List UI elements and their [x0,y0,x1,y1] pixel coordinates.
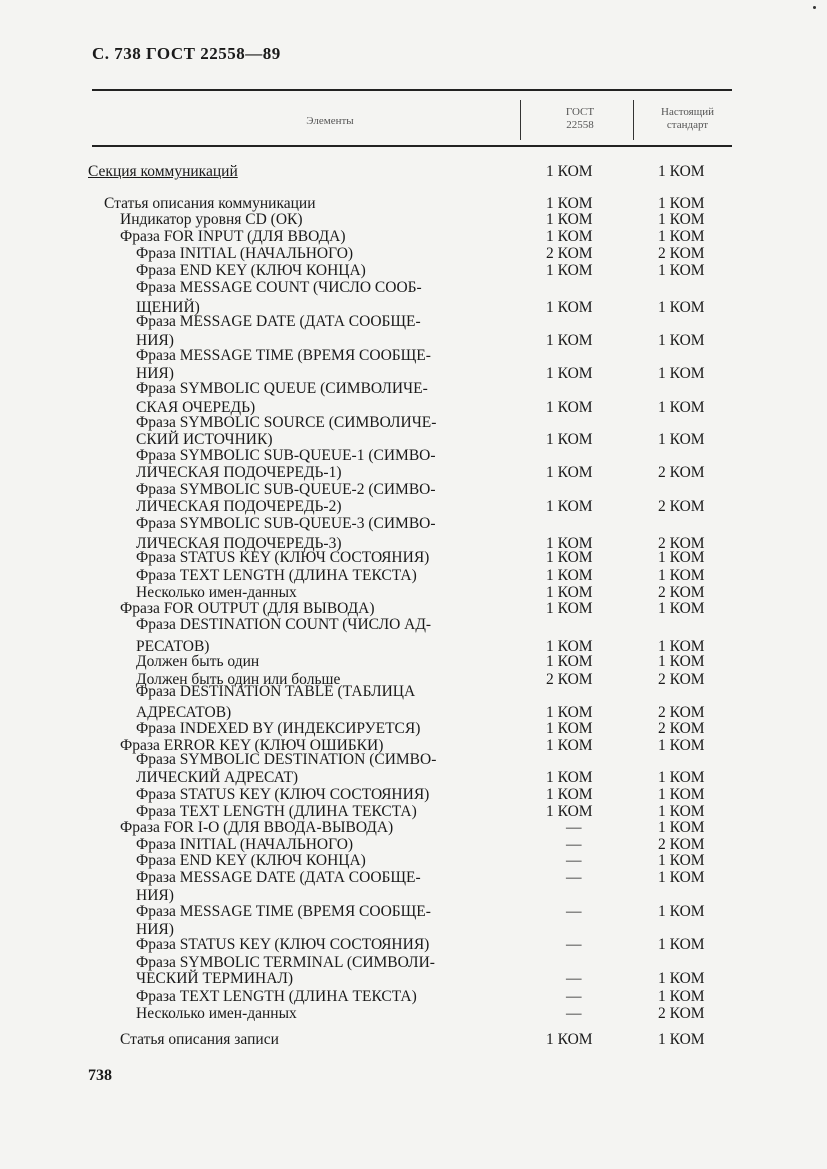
standard-value: 1 КОМ [658,299,705,316]
gost-value: 1 КОМ [546,737,593,754]
column-header-standard-line1: Настоящий [661,106,714,118]
standard-value: 1 КОМ [658,737,705,754]
gost-value: 1 КОМ [546,600,593,617]
standard-value: 1 КОМ [658,431,705,448]
row-label: СКИЙ ИСТОЧНИК) [136,431,273,448]
row-label: Должен быть один [136,653,260,670]
speck [813,6,816,9]
standard-value: 1 КОМ [658,332,705,349]
gost-value: — [566,852,582,869]
gost-value: 1 КОМ [546,549,593,566]
row-label: Фраза SYMBOLIC DESTINATION (СИМВО- [136,751,437,768]
row-label: Фраза TEXT LENGTH (ДЛИНА ТЕКСТА) [136,567,417,584]
row-label: Фраза FOR OUTPUT (ДЛЯ ВЫВОДА) [120,600,375,617]
standard-value: 2 КОМ [658,498,705,515]
row-label: НИЯ) [136,365,174,382]
gost-value: — [566,819,582,836]
standard-value: 1 КОМ [658,399,705,416]
row-label: Фраза MESSAGE COUNT (ЧИСЛО СООБ- [136,279,422,296]
gost-value: 1 КОМ [546,638,593,655]
standard-value: 1 КОМ [658,262,705,279]
row-label: СКАЯ ОЧЕРЕДЬ) [136,399,256,416]
gost-value: 1 КОМ [546,332,593,349]
page-header: С. 738 ГОСТ 22558—89 [92,44,281,63]
column-header-standard-line2: стандарт [666,119,709,131]
row-label: ЛИЧЕСКАЯ ПОДОЧЕРЕДЬ-3) [136,535,342,552]
gost-value: 1 КОМ [546,769,593,786]
gost-value: 2 КОМ [546,671,593,688]
row-label: НИЯ) [136,332,174,349]
gost-value: 1 КОМ [546,431,593,448]
gost-value: — [566,936,582,953]
gost-value: — [566,988,582,1005]
standard-value: 1 КОМ [658,819,705,836]
gost-value: 1 КОМ [546,228,593,245]
row-label: НИЯ) [136,887,174,904]
row-label: Фраза INDEXED BY (ИНДЕКСИРУЕТСЯ) [136,720,421,737]
table-top-rule [92,89,732,91]
standard-value: 1 КОМ [658,653,705,670]
standard-value: 2 КОМ [658,1005,705,1022]
row-label: Фраза END KEY (КЛЮЧ КОНЦА) [136,852,366,869]
row-label: Фраза SYMBOLIC SOURCE (СИМВОЛИЧЕ- [136,414,437,431]
row-label: Фраза TEXT LENGTH (ДЛИНА ТЕКСТА) [136,803,417,820]
column-header-elements [270,115,390,128]
gost-value: 1 КОМ [546,498,593,515]
gost-value: 1 КОМ [546,211,593,228]
standard-value: 1 КОМ [658,211,705,228]
row-label: Несколько имен-данных [136,584,297,601]
standard-value: 1 КОМ [658,803,705,820]
standard-value: 1 КОМ [658,970,705,987]
standard-value: 2 КОМ [658,671,705,688]
row-label: Фраза DESTINATION COUNT (ЧИСЛО АД- [136,616,432,633]
standard-value: 1 КОМ [658,786,705,803]
gost-value: 1 КОМ [546,195,593,212]
row-label: Фраза SYMBOLIC SUB-QUEUE-3 (СИМВО- [136,515,436,532]
gost-value: 1 КОМ [546,803,593,820]
standard-value: 1 КОМ [658,903,705,920]
row-label: Фраза ERROR KEY (КЛЮЧ ОШИБКИ) [120,737,384,754]
standard-value: 2 КОМ [658,704,705,721]
standard-value: 1 КОМ [658,195,705,212]
standard-value: 2 КОМ [658,584,705,601]
gost-value: 1 КОМ [546,299,593,316]
row-label: Индикатор уровня CD (ОК) [120,211,303,228]
gost-value: 1 КОМ [546,567,593,584]
column-header-gost-line2: 22558 [566,119,594,131]
column-header-gost-line1: ГОСТ [565,106,595,118]
row-label: Секция коммуникаций [88,163,238,180]
page-number: 738 [88,1067,112,1084]
standard-value: 2 КОМ [658,245,705,262]
standard-value: 1 КОМ [658,1031,705,1048]
gost-value: — [566,970,582,987]
gost-value: 1 КОМ [546,786,593,803]
row-label: ЩЕНИЙ) [136,299,200,316]
gost-value: — [566,1005,582,1022]
row-label: Статья описания коммуникации [104,195,316,212]
standard-value: 2 КОМ [658,535,705,552]
standard-value: 1 КОМ [658,936,705,953]
row-label: Фраза MESSAGE DATE (ДАТА СООБЩЕ- [136,313,421,330]
column-header-elements-label: Элементы [306,115,354,127]
row-label: Фраза SYMBOLIC QUEUE (СИМВОЛИЧЕ- [136,380,428,397]
row-label: Фраза END KEY (КЛЮЧ КОНЦА) [136,262,366,279]
standard-value: 1 КОМ [658,228,705,245]
row-label: Фраза INITIAL (НАЧАЛЬНОГО) [136,245,354,262]
gost-value: — [566,869,582,886]
row-label: Фраза FOR I-O (ДЛЯ ВВОДА-ВЫВОДА) [120,819,394,836]
gost-value: 1 КОМ [546,365,593,382]
row-label: Фраза STATUS KEY (КЛЮЧ СОСТОЯНИЯ) [136,786,430,803]
gost-value: 1 КОМ [546,1031,593,1048]
row-label: АДРЕСАТОВ) [136,704,232,721]
row-label: НИЯ) [136,921,174,938]
gost-value: 1 КОМ [546,535,593,552]
standard-value: 1 КОМ [658,988,705,1005]
row-label: Несколько имен-данных [136,1005,297,1022]
row-label: Фраза TEXT LENGTH (ДЛИНА ТЕКСТА) [136,988,417,1005]
gost-value: 2 КОМ [546,245,593,262]
row-label: Фраза MESSAGE DATE (ДАТА СООБЩЕ- [136,869,421,886]
row-label: Фраза SYMBOLIC TERMINAL (СИМВОЛИ- [136,954,435,971]
gost-value: 1 КОМ [546,163,593,180]
column-header-standard [640,106,735,132]
table-header-rule [92,145,732,147]
standard-value: 1 КОМ [658,769,705,786]
row-label: ЛИЧЕСКАЯ ПОДОЧЕРЕДЬ-2) [136,498,342,515]
row-label: Фраза FOR INPUT (ДЛЯ ВВОДА) [120,228,346,245]
row-label: ЧЕСКИЙ ТЕРМИНАЛ) [136,970,294,987]
row-label: Фраза SYMBOLIC SUB-QUEUE-2 (СИМВО- [136,481,436,498]
standard-value: 1 КОМ [658,852,705,869]
gost-value: 1 КОМ [546,584,593,601]
column-header-gost [535,106,625,132]
column-divider [633,100,634,140]
standard-value: 1 КОМ [658,600,705,617]
row-label: Статья описания записи [120,1031,279,1048]
gost-value: 1 КОМ [546,720,593,737]
row-label: Фраза INITIAL (НАЧАЛЬНОГО) [136,836,354,853]
gost-value: 1 КОМ [546,262,593,279]
gost-value: 1 КОМ [546,704,593,721]
gost-value: — [566,836,582,853]
row-label: Фраза DESTINATION TABLE (ТАБЛИЦА [136,683,416,700]
row-label: Фраза SYMBOLIC SUB-QUEUE-1 (СИМВО- [136,447,436,464]
gost-value: 1 КОМ [546,399,593,416]
standard-value: 1 КОМ [658,869,705,886]
standard-value: 2 КОМ [658,836,705,853]
gost-value: 1 КОМ [546,653,593,670]
row-label: Фраза MESSAGE TIME (ВРЕМЯ СООБЩЕ- [136,347,431,364]
gost-value: — [566,903,582,920]
standard-value: 2 КОМ [658,464,705,481]
column-divider [520,100,521,140]
gost-value: 1 КОМ [546,464,593,481]
standard-value: 1 КОМ [658,163,705,180]
row-label: Фраза STATUS KEY (КЛЮЧ СОСТОЯНИЯ) [136,549,430,566]
standard-value: 2 КОМ [658,720,705,737]
standard-value: 1 КОМ [658,549,705,566]
row-label: Фраза MESSAGE TIME (ВРЕМЯ СООБЩЕ- [136,903,431,920]
row-label: ЛИЧЕСКИЙ АДРЕСАТ) [136,769,299,786]
standard-value: 1 КОМ [658,567,705,584]
standard-value: 1 КОМ [658,365,705,382]
row-label: ЛИЧЕСКАЯ ПОДОЧЕРЕДЬ-1) [136,464,342,481]
row-label: Фраза STATUS KEY (КЛЮЧ СОСТОЯНИЯ) [136,936,430,953]
row-label: Должен быть один или больше [136,671,341,688]
standard-value: 1 КОМ [658,638,705,655]
row-label: РЕСАТОВ) [136,638,210,655]
